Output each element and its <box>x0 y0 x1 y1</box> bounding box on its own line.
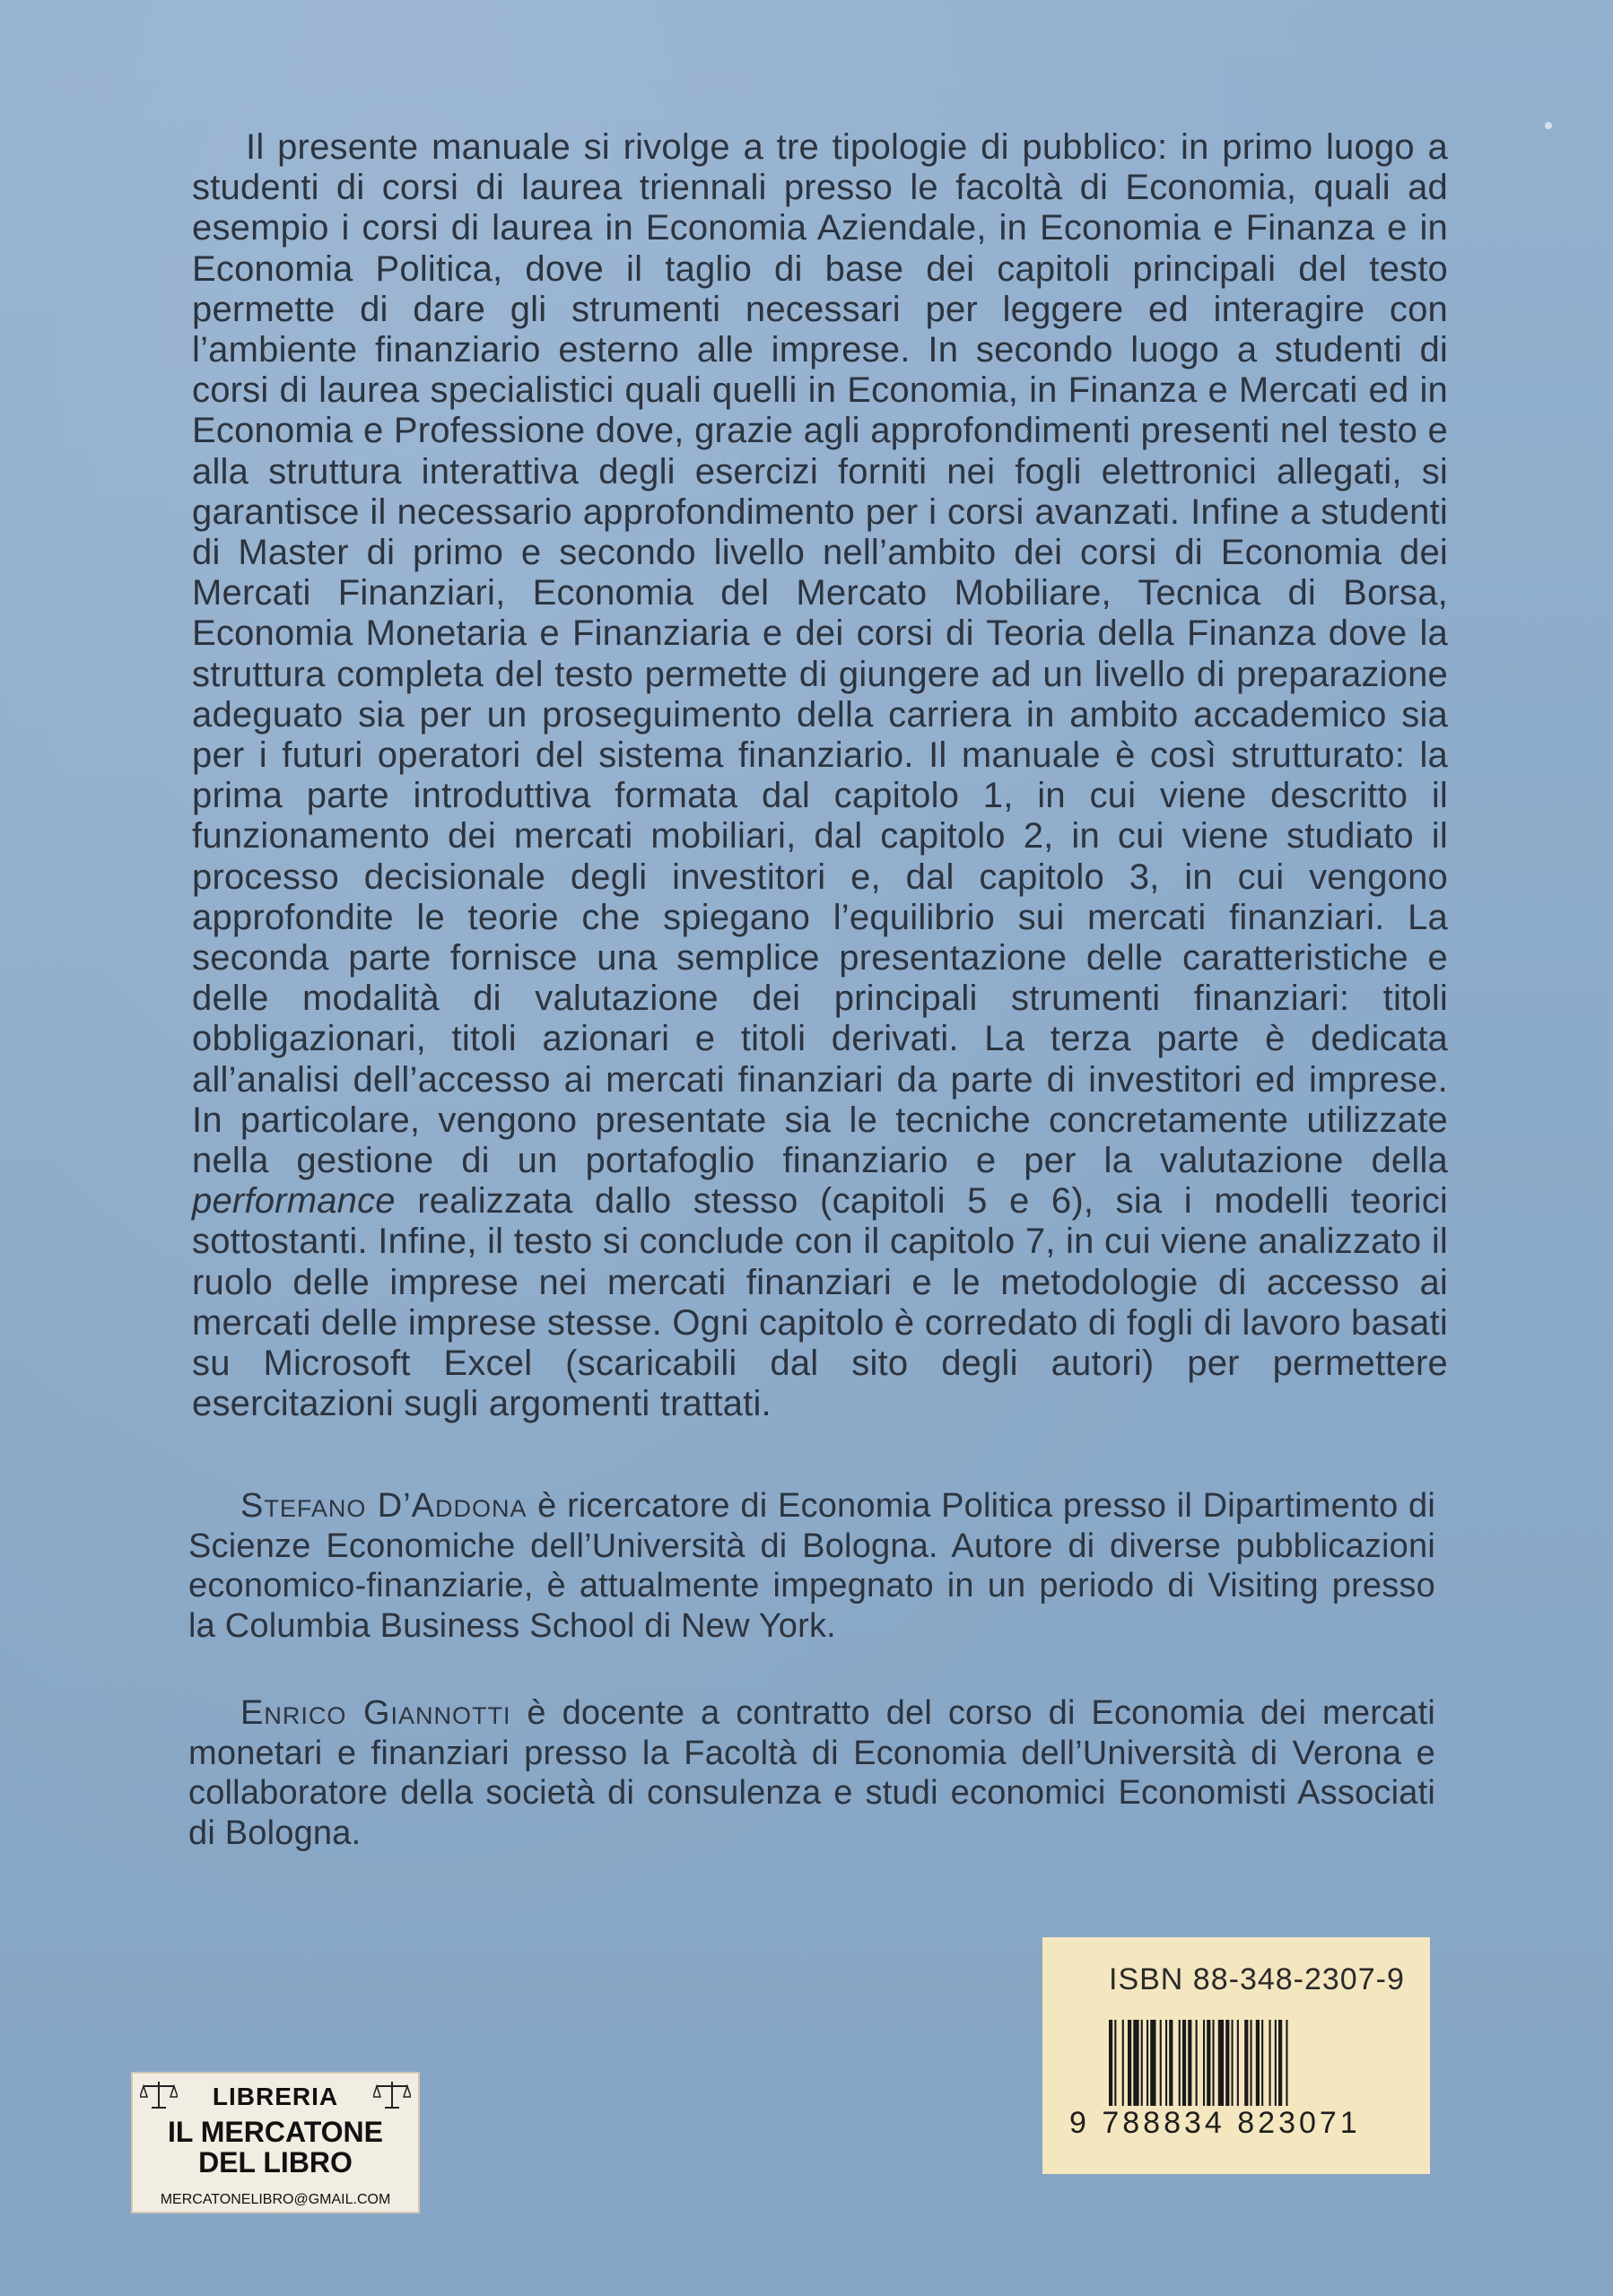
sticker-shop-name <box>133 2117 418 2178</box>
barcode-bar <box>1188 2020 1191 2106</box>
barcode-bar <box>1232 2020 1234 2106</box>
barcode-bar <box>1165 2020 1167 2106</box>
barcode-bar <box>1269 2020 1271 2106</box>
barcode-bar <box>1182 2020 1186 2106</box>
barcode-bar <box>1128 2020 1131 2106</box>
barcode-bar <box>1225 2020 1229 2106</box>
author-name-1: Stefano D’Addona <box>240 1487 527 1525</box>
barcode-bar <box>1160 2020 1162 2106</box>
ean-digits: 9 788834 823071 <box>1069 2106 1361 2140</box>
sticker-line-2: IL MERCATONE <box>167 2116 383 2148</box>
barcode-bar <box>1141 2020 1143 2106</box>
barcode-bar <box>1244 2020 1248 2106</box>
isbn-label <box>1042 1937 1430 2174</box>
description-text-2: realizzata dallo stesso (capitoli 5 e 6), sia i modelli teorici sottostanti. Infine, il testo si conclude con il capitolo 7, in cui viene analizzato il ruolo delle imprese nei mercati finanziari e le metodologie di accesso ai mercati delle imprese stesse. Ogni capitolo è corredato di fogli di lavoro basati su Microsoft Excel (scaricabili dal sito degli autori) per permettere esercitazioni sugli argomenti trattati. <box>192 1181 1448 1424</box>
barcode-bar <box>1122 2020 1124 2106</box>
barcode-bar <box>1203 2020 1205 2106</box>
barcode-bar <box>1286 2020 1287 2106</box>
description-text-1: Il presente manuale si rivolge a tre tipologie di pubblico: in primo luogo a studenti di corsi di laurea triennali presso le facoltà di Economia, quali ad esempio i corsi di laurea in Economia Aziendale, in Economia e Finanza e in Economia Politica, dove il taglio di base dei capitoli principali del testo permette di dare gli strumenti necessari per leggere ed interagire con l’ambiente finanziario esterno alle imprese. In secondo luogo a studenti di corsi di laurea specialistici quali quelli in Economia, in Finanza e Mercati ed in Economia e Professione dove, grazie agli approfondimenti presenti nel testo e alla struttura interattiva degli esercizi forniti nei fogli elettronici allegati, si garantisce il necessario approfondimento per i corsi avanzati. Infine a studenti di Master di primo e secondo livello nell’ambito dei corsi di Economia dei Mercati Finanziari, Economia del Mercato Mobiliare, Tecnica di Borsa, Economia Monetaria e Finanziaria e dei corsi di Teoria della Finanza dove la struttura completa del testo permette di giungere ad un livello di preparazione adeguato sia per un proseguimento della carriera in ambito accademico sia per i futuri operatori del sistema finanziario. Il manuale è così strutturato: la prima parte introduttiva formata dal capitolo 1, in cui viene descritto il funzionamento dei mercati mobiliari, dal capitolo 2, in cui viene studiato il processo decisionale degli investitori e, dal capitolo 3, in cui vengono approfondite le teorie che spiegano l’equilibrio sui mercati finanziari. La seconda parte fornisce una semplice presentazione delle caratteristiche e delle modalità di valutazione dei principali strumenti finanziari: titoli obbligazionari, titoli azionari e titoli derivati. La terza parte è dedicata all’analisi dell’accesso ai mercati finanziari da parte di investitori ed imprese. In particolare, vengono presentate sia le tecniche concretamente utilizzate nella gestione di un portafoglio finanziario e per la valutazione della <box>192 127 1448 1181</box>
barcode-bar <box>1218 2020 1224 2106</box>
author-bio-1 <box>188 1486 1435 1646</box>
bookstore-sticker <box>131 2072 420 2213</box>
description-italic-word: performance <box>192 1181 396 1222</box>
barcode-bar <box>1278 2020 1282 2106</box>
author-bio-text-2: è docente a contratto del corso di Economia dei mercati monetari e finanziari presso la Facoltà di Economia dell’Università di Verona e collaboratore della società di consulenza e studi economici Economisti Associati di Bologna. <box>188 1694 1435 1852</box>
barcode-bar <box>1237 2020 1239 2106</box>
barcode-bar <box>1114 2020 1116 2106</box>
barcode-bar <box>1196 2020 1198 2106</box>
author-bio-2 <box>188 1693 1435 1853</box>
sticker-line-3: DEL LIBRO <box>198 2146 353 2179</box>
author-name-2: Enrico Giannotti <box>240 1694 511 1732</box>
author-bio-text-1: è ricercatore di Economia Politica presso il Dipartimento di Scienze Economiche dell’Università di Bologna. Autore di diverse pubblicazioni economico-finanziarie, è attualmente impegnato in un periodo di Visiting presso la Columbia Business School di New York. <box>188 1487 1435 1645</box>
barcode-bar <box>1179 2020 1181 2106</box>
sticker-line-1: LIBRERIA <box>212 2083 339 2110</box>
barcode-bar <box>1207 2020 1210 2106</box>
isbn-number: ISBN 88-348-2307-9 <box>1109 1962 1405 1996</box>
barcode-bar <box>1256 2020 1260 2106</box>
barcode-bar <box>1251 2020 1252 2106</box>
description-paragraph <box>192 127 1448 1425</box>
barcode-bar <box>1261 2020 1263 2106</box>
barcode <box>1109 2020 1378 2106</box>
barcode-bar <box>1109 2020 1112 2106</box>
barcode-bar <box>1169 2020 1173 2106</box>
barcode-bar <box>1147 2020 1148 2106</box>
barcode-bar <box>1133 2020 1138 2106</box>
barcode-bar <box>1213 2020 1215 2106</box>
barcode-bar <box>1275 2020 1277 2106</box>
sticker-email: MERCATONELIBRO@GMAIL.COM <box>160 2192 391 2207</box>
dust-speck <box>1545 122 1552 129</box>
barcode-bar <box>1150 2020 1155 2106</box>
